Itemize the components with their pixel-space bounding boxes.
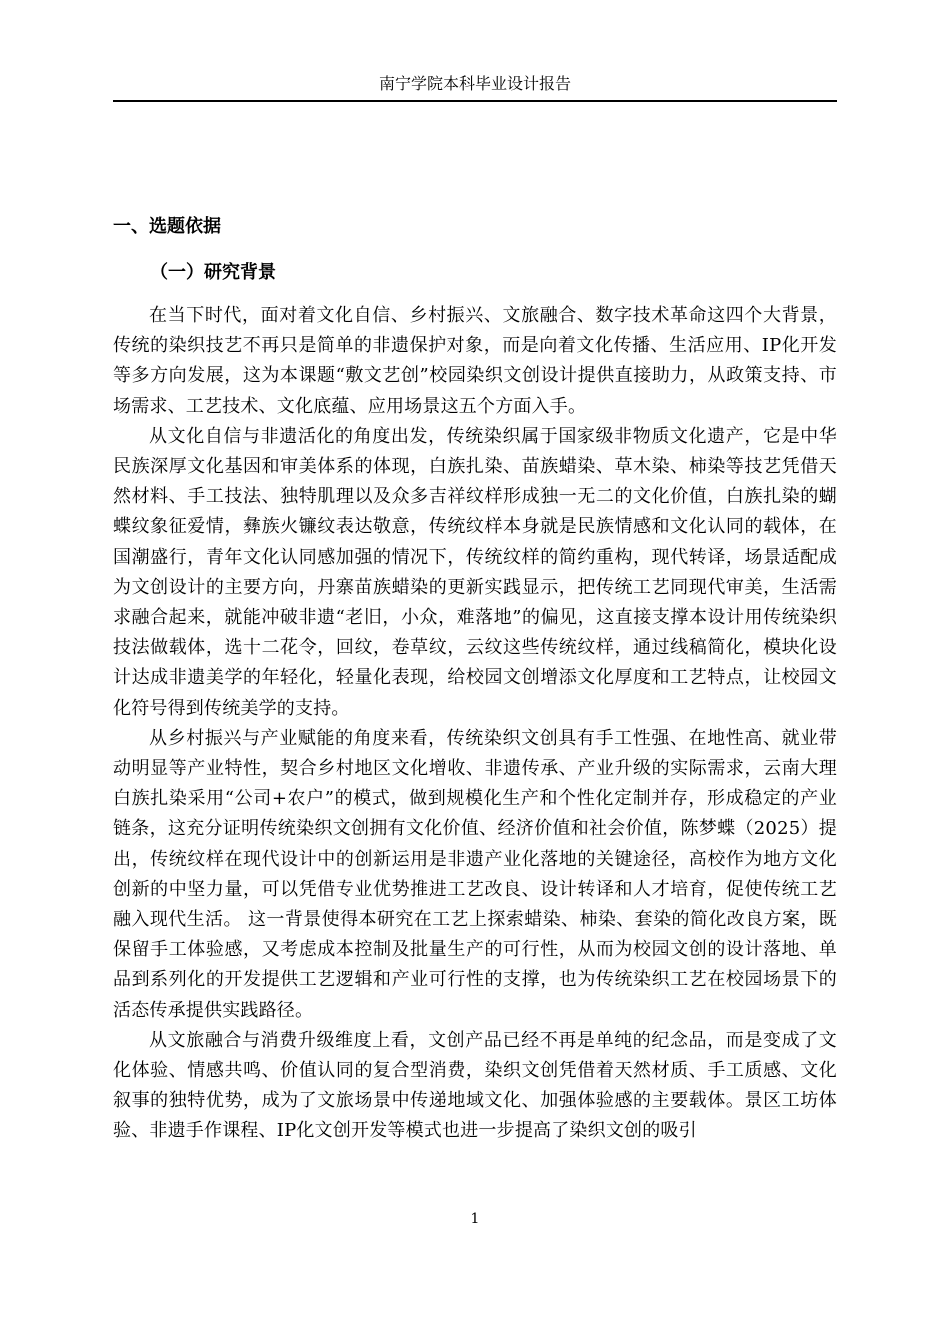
paragraph: 从乡村振兴与产业赋能的角度来看，传统染织文创具有手工性强、在地性高、就业带动明显等产业特性，契合乡村地区文化增收、非遗传承、产业升级的实际需求，云南大理白族扎染采用“公司+农户”的模式，做到规模化生产和个性化定制并存，形成稳定的产业链条，这充分证明传统染织文创拥有文化价值、经济价值和社会价值，陈梦蝶（2025）提出，传统纹样在现代设计中的创新运用是非遗产业化落地的关键途径，高校作为地方文化创新的中坚力量，可以凭借专业优势推进工艺改良、设计转译和人才培育，促使传统工艺融入现代生活。 这一背景使得本研究在工艺上探索蜡染、柿染、套染的简化改良方案，既保留手工体验感，又考虑成本控制及批量生产的可行性，从而为校园文创的设计落地、单品到系列化的开发提供工艺逻辑和产业可行性的支撑，也为传统染织工艺在校园场景下的活态传承提供实践路径。	[113, 727, 837, 1021]
body-text	[113, 301, 837, 1147]
subsection-heading: （一）研究背景	[150, 262, 276, 283]
page-number: 1	[470, 1211, 480, 1227]
header-rule	[113, 100, 837, 102]
paragraph: 在当下时代，面对着文化自信、乡村振兴、文旅融合、数字技术革命这四个大背景，传统的染织技艺不再只是简单的非遗保护对象，而是向着文化传播、生活应用、IP化开发等多方向发展，这为本课题“敷文艺创”校园染织文创设计提供直接助力，从政策支持、市场需求、工艺技术、文化底蕴、应用场景这五个方面入手。	[113, 305, 837, 417]
paragraph: 从文旅融合与消费升级维度上看，文创产品已经不再是单纯的纪念品，而是变成了文化体验、情感共鸣、价值认同的复合型消费，染织文创凭借着天然材质、手工质感、文化叙事的独特优势，成为了文旅场景中传递地域文化、加强体验感的主要载体。景区工坊体验、非遗手作课程、IP化文创开发等模式也进一步提高了染织文创的吸引	[113, 1029, 837, 1142]
running-header: 南宁学院本科毕业设计报告	[378, 74, 571, 93]
paragraph: 从文化自信与非遗活化的角度出发，传统染织属于国家级非物质文化遗产，它是中华民族深厚文化基因和审美体系的体现，白族扎染、苗族蜡染、草木染、柿染等技艺凭借天然材料、手工技法、独特肌理以及众多吉祥纹样形成独一无二的文化价值，白族扎染的蝴蝶纹象征爱情，彝族火镰纹表达敬意，传统纹样本身就是民族情感和文化认同的载体，在国潮盛行，青年文化认同感加强的情况下，传统纹样的简约重构，现代转译，场景适配成为文创设计的主要方向，丹寨苗族蜡染的更新实践显示，把传统工艺同现代审美，生活需求融合起来，就能冲破非遗“老旧，小众，难落地”的偏见，这直接支撑本设计用传统染织技法做载体，选十二花令，回纹，卷草纹，云纹这些传统纹样，通过线稿简化，模块化设计达成非遗美学的年轻化，轻量化表现，给校园文创增添文化厚度和工艺特点，让校园文化符号得到传统美学的支持。	[113, 425, 837, 719]
section-heading: 一、选题依据	[113, 216, 221, 237]
